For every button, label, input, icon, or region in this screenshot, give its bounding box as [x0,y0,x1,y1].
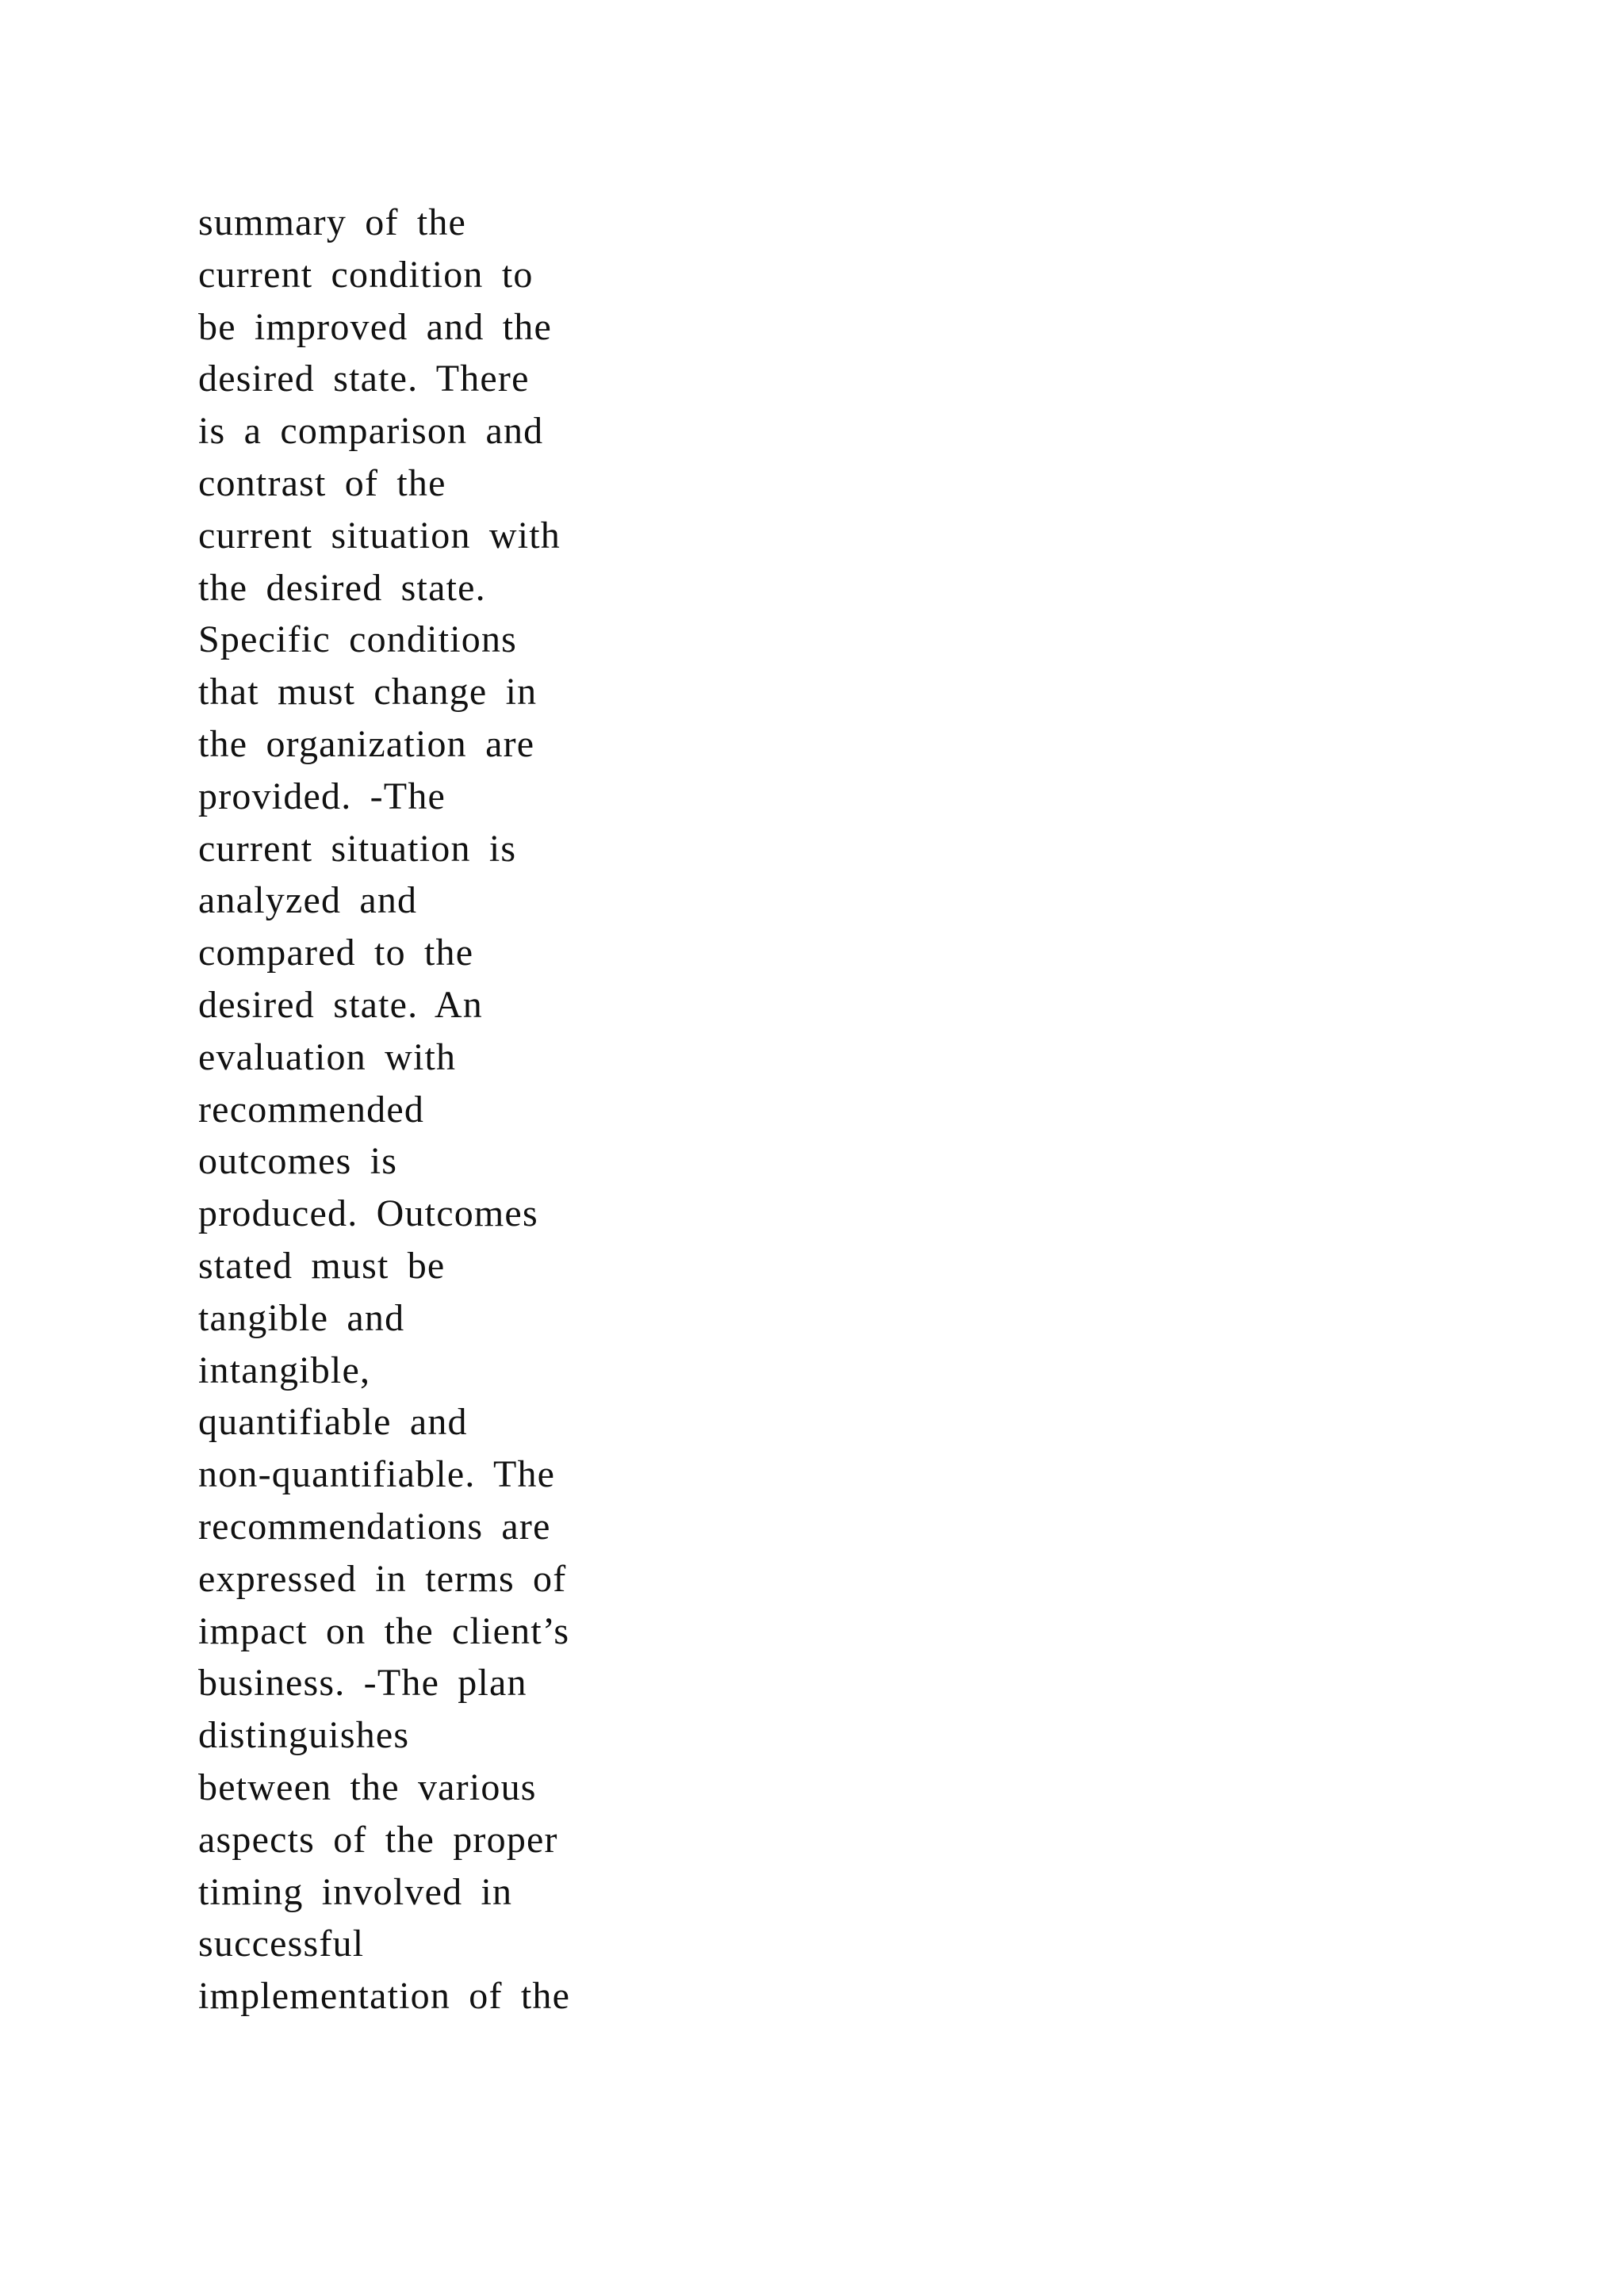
text-line: outcomes is [198,1140,398,1183]
text-line: summary of the [198,201,467,243]
text-line: provided. -The [198,775,446,817]
text-line: recommended [198,1088,425,1131]
text-line: expressed in terms of [198,1557,567,1600]
text-line: current condition to [198,253,534,296]
text-line: aspects of the proper [198,1818,558,1861]
text-line: quantifiable and [198,1401,468,1444]
text-line: contrast of the [198,461,446,504]
text-line: is a comparison and [198,410,544,453]
text-line: non-quantifiable. The [198,1453,556,1496]
text-line: analyzed and [198,879,418,922]
text-line: between the various [198,1766,537,1808]
text-line: that must change in [198,671,538,714]
text-line: implementation of the [198,1975,571,2018]
text-line: recommendations are [198,1505,551,1548]
text-line: desired state. There [198,358,530,400]
text-line: current situation with [198,514,561,557]
text-line: impact on the client’s [198,1609,570,1652]
text-line: produced. Outcomes [198,1192,538,1235]
text-line: compared to the [198,932,474,974]
text-line: tangible and [198,1296,405,1339]
text-line: business. -The plan [198,1662,527,1705]
body-text-column [198,197,642,2022]
text-line: Specific conditions [198,618,518,661]
text-line: be improved and the [198,305,553,348]
text-line: the organization are [198,722,535,765]
text-line: distinguishes [198,1714,410,1757]
text-line: evaluation with [198,1035,457,1078]
text-line: stated must be [198,1244,446,1287]
text-line: the desired state. [198,566,486,609]
text-line: desired state. An [198,983,483,1026]
text-line: intangible, [198,1349,371,1391]
text-line: current situation is [198,827,517,870]
text-line: successful [198,1923,365,1965]
text-line: timing involved in [198,1870,513,1913]
